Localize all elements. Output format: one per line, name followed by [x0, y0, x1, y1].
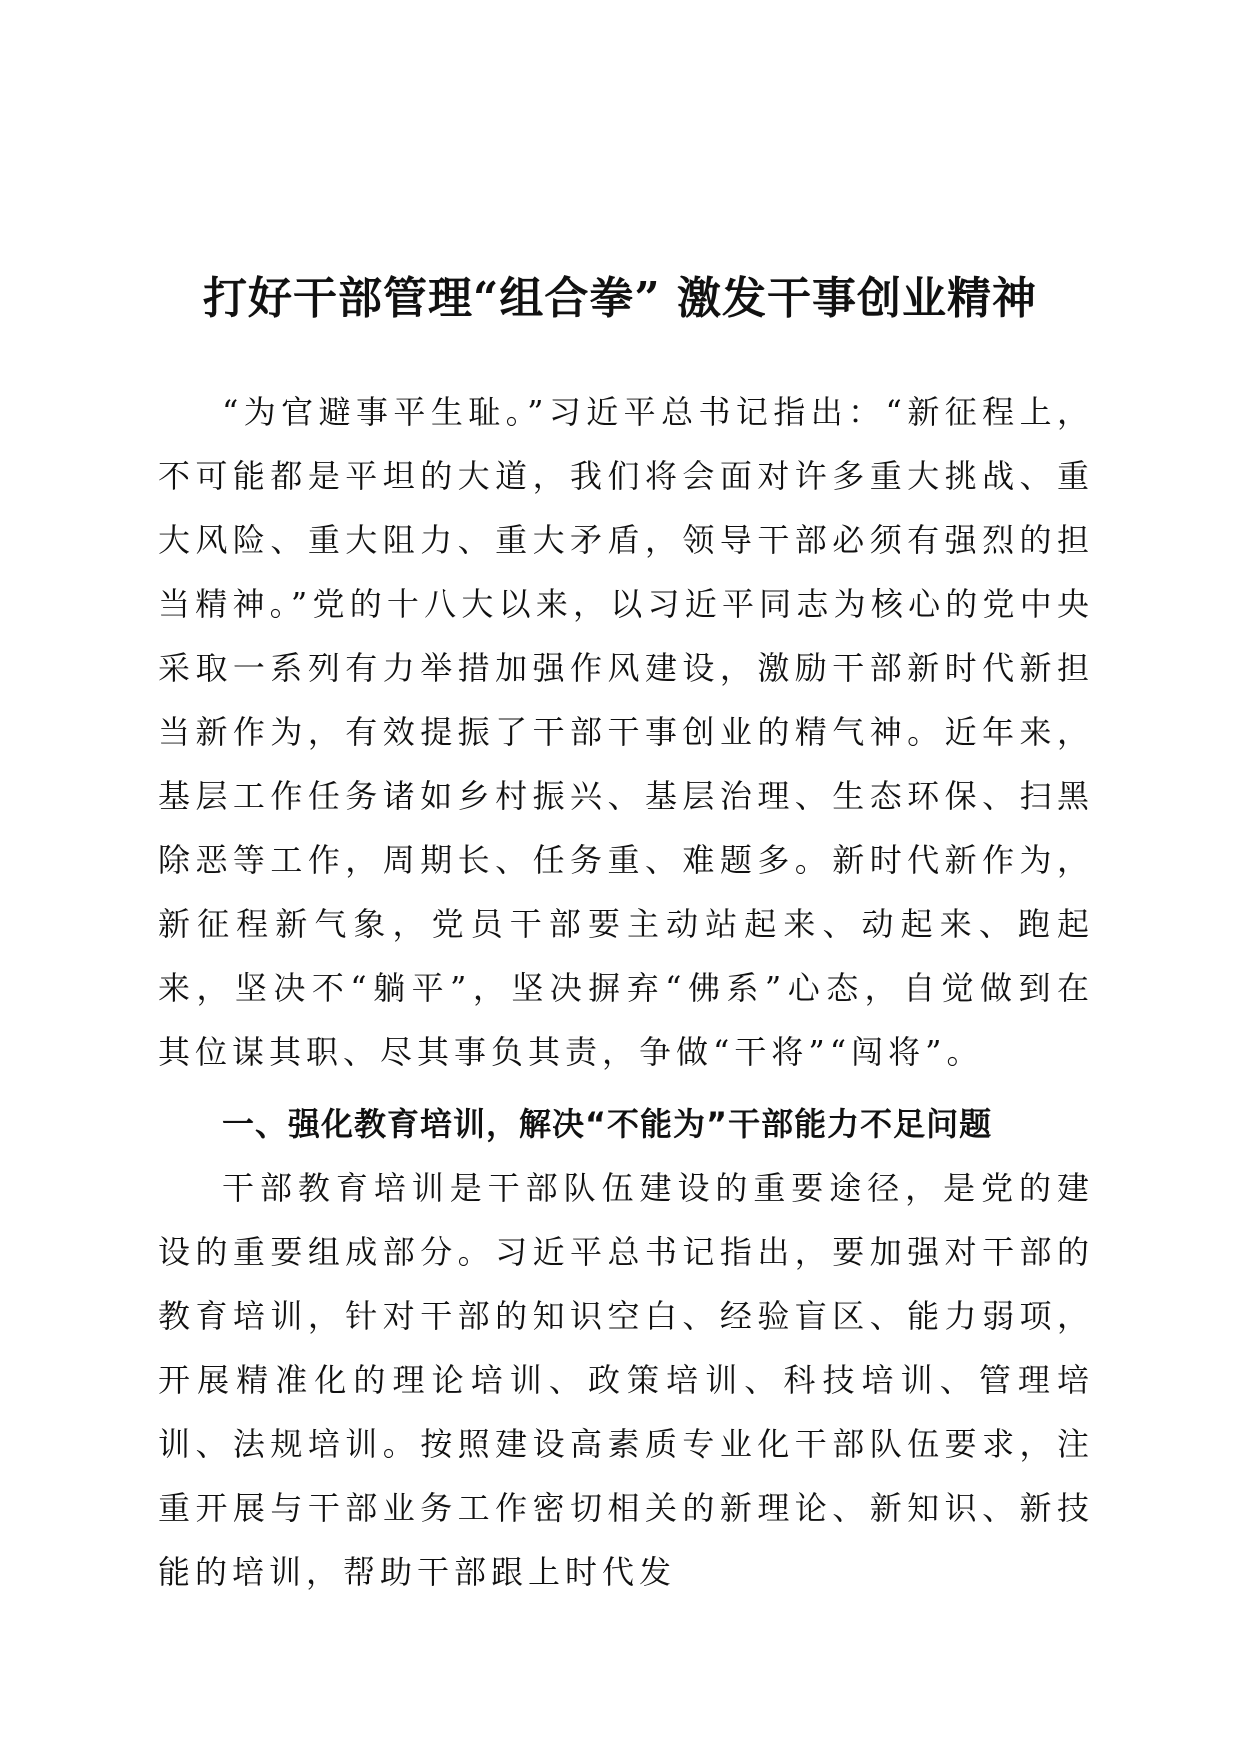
section-heading-1: 一、强化教育培训，解决“不能为”干部能力不足问题 — [222, 1105, 993, 1143]
intro-paragraph: “为官避事平生耻。”习近平总书记指出：“新征程上，不可能都是平坦的大道，我们将会面对许多重大挑战、重大风险、重大阻力、重大矛盾，领导干部必须有强烈的担当精神。”党的十八大以来，以习近平同志为核心的党中央采取一系列有力举措加强作风建设，激励干部新时代新担当新作为，有效提振了干部干事创业的精气神。近年来，基层工作任务诸如乡村振兴、基层治理、生态环保、扫黑除恶等工作，周期长、任务重、难题多。新时代新作为，新征程新气象，党员干部要主动站起来、动起来、跑起来，坚决不“躺平”，坚决摒弃“佛系”心态，自觉做到在其位谋其职、尽其事负其责，争做“干将”“闯将”。 — [158, 393, 1094, 1071]
document-title: 打好干部管理“组合拳” 激发干事创业精神 — [203, 273, 1037, 325]
section-1-paragraph: 干部教育培训是干部队伍建设的重要途径，是党的建设的重要组成部分。习近平总书记指出，要加强对干部的教育培训，针对干部的知识空白、经验盲区、能力弱项，开展精准化的理论培训、政策培训、科技培训、管理培训、法规培训。按照建设高素质专业化干部队伍要求，注重开展与干部业务工作密切相关的新理论、新知识、新技能的培训，帮助干部跟上时代发 — [158, 1169, 1094, 1591]
